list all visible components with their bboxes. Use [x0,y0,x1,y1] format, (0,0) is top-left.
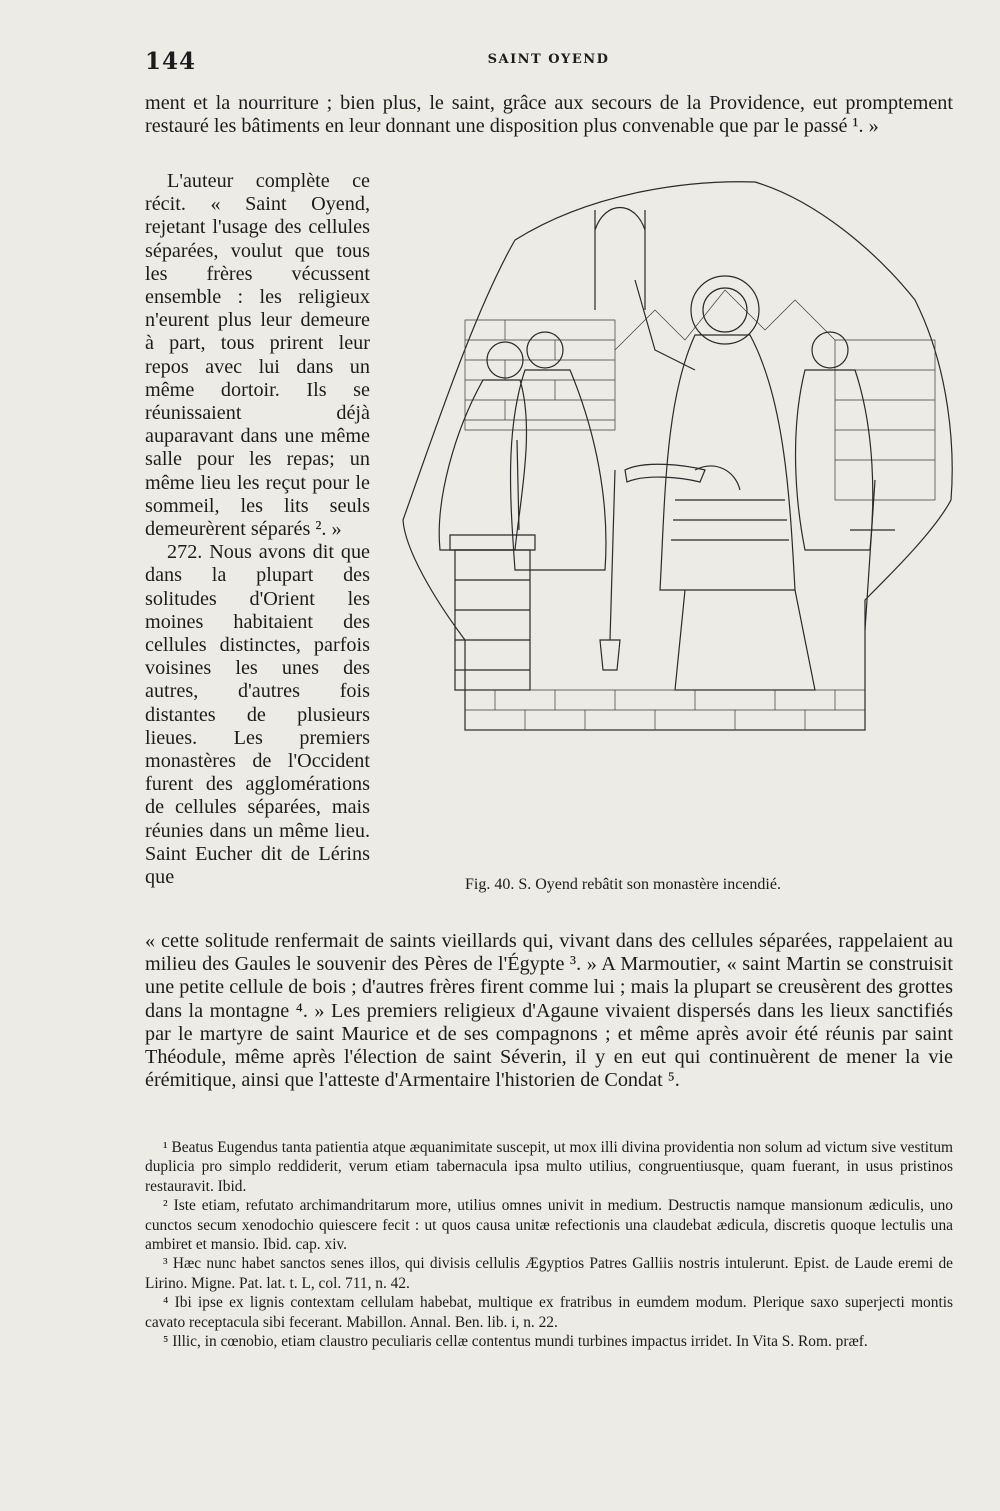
bottom-paragraph: « cette solitude renfermait de saints vieillards qui, vivant dans des cellules séparées, rappelaient au milieu des Gaules le souvenir des Pères de l'Égypte ³. » A Marmoutier, « saint Martin se construisit une petite cellule de bois ; d'autres frères firent comme lui ; mais la plupart se creusèrent des grottes dans la montagne ⁴. » Les premiers religieux d'Agaune vivaient dispersés dans les lieux sanctifiés par le martyre de saint Maurice et de ses compagnons ; et même après avoir été réunis par saint Théodule, même après l'élection de saint Séverin, il y en eut qui continuèrent de mener la vie érémitique, ainsi que l'atteste d'Armentaire l'historien de Condat ⁵. [145,930,953,1092]
footnote-3: ³ Hæc nunc habet sanctos senes illos, qui divisis cellulis Ægyptios Patres Galliis nostris intulerunt. Epist. de Laude eremi de Lirino. Migne. Pat. lat. t. L, col. 711, n. 42. [145,1255,953,1292]
figure-caption: Fig. 40. S. Oyend rebâtit son monastère incendié. [465,876,781,893]
figure-40 [395,170,955,910]
footnotes [145,1138,953,1351]
text-column [145,170,370,889]
stone-pedestal [450,535,535,690]
engraving-illustration [395,170,955,870]
footnote-1: ¹ Beatus Eugendus tanta patientia atque æquanimitate suscepit, ut mox illi divina providentia non solum ad victum sive vestitum duplicia pro simplo reddiderit, verum etiam tabernacula ipsa multo utilius, congruentiusque, quam fuerant, in usus pristinos restauravit. Ibid. [145,1139,953,1195]
top-paragraph: ment et la nourriture ; bien plus, le saint, grâce aux secours de la Providence, eut promptement restauré les bâtiments en leur donnant une disposition plus convenable que par le passé ¹. » [145,92,953,138]
ground-stones [465,690,865,730]
footnote-5: ⁵ Illic, in cœnobio, etiam claustro peculiaris cellæ contentus mundi turbines impactus irridet. In Vita S. Rom. præf. [163,1333,868,1351]
footnote-4: ⁴ Ibi ipse ex lignis contextam cellulam habebat, multique ex fratribus in eumdem modum. Plerique saxo superjecti montis cavato receptacula sibi fecerant. Mabillon. Annal. Ben. lib. i, n. 22. [145,1294,953,1331]
monk-center [511,332,620,670]
column-paragraph-2: 272. Nous avons dit que dans la plupart des solitudes d'Orient les moines habitaient des cellules distinctes, parfois voisines les unes des autres, d'autres fois distantes de plusieurs lieues. Les premiers monastères de l'Occident furent des agglomérations de cellules séparées, mais réunies dans un même lieu. Saint Eucher dit de Lérins que [145,541,370,889]
column-paragraph-1: L'auteur complète ce récit. « Saint Oyend, rejetant l'usage des cellules séparées, voulut que tous les frères vécussent ensemble : les religieux n'eurent plus leur demeure à part, tous prirent leur repos avec lui dans un même dortoir. Ils se réunissaient déjà auparavant dans une même salle pour les repas; un même lieu les reçut pour le sommeil, les lits seuls demeurèrent séparés ². » [145,170,370,541]
footnote-2: ² Iste etiam, refutato archimandritarum more, utilius omnes univit in medium. Destructis namque mansionum ædiculis, uno cunctos secum xenodochio quiescere fecit : ut quos causa unitæ refectionis una claudebat ædicula, discretis quoque lectulis una ambiret et mansio. Ibid. cap. xiv. [145,1197,953,1254]
page-header [145,48,952,78]
brick-wall [465,320,935,500]
page-number: 144 [145,48,197,75]
monk-left [439,342,526,550]
mountains [615,290,835,350]
running-title: SAINT OYEND [487,52,610,67]
stone-arch [595,208,645,311]
frame-outline [403,182,952,730]
scroll [625,464,705,482]
saint-oyend [635,276,815,690]
